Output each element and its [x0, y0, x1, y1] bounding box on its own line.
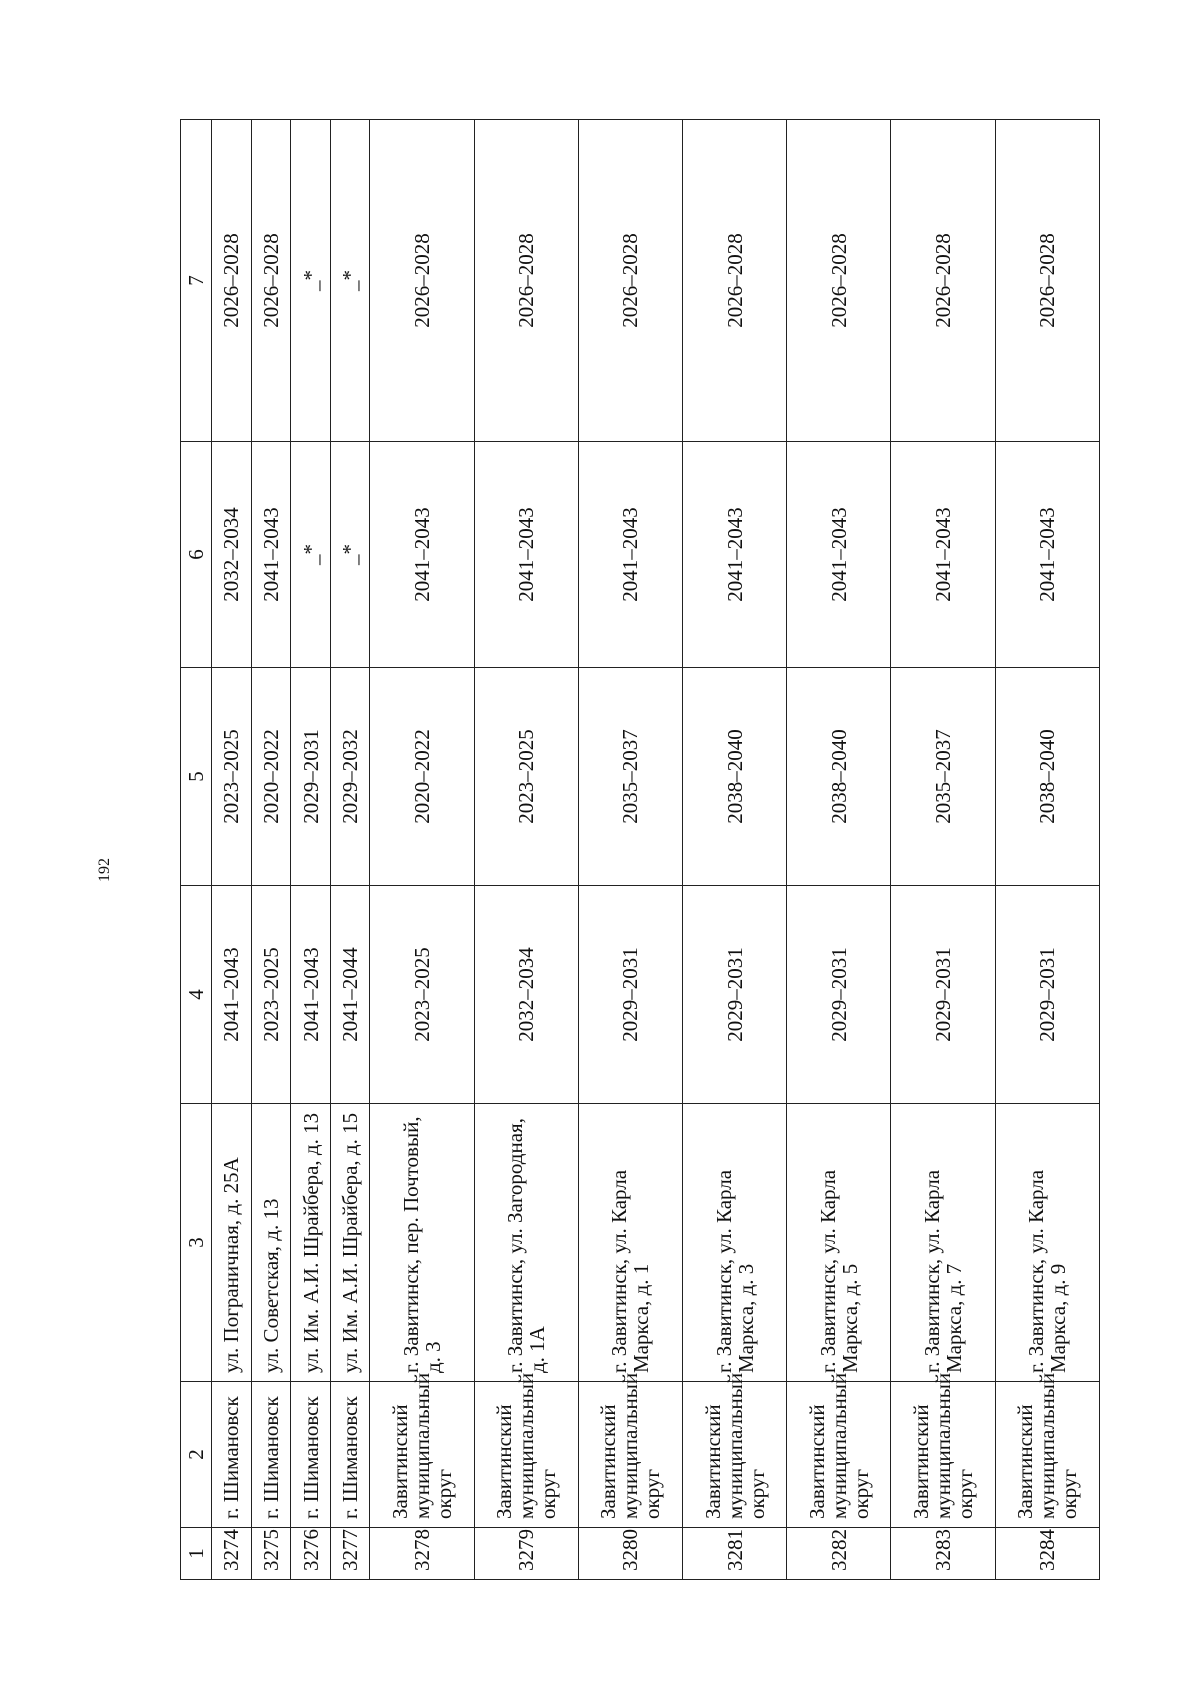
- row-number: 3278: [370, 1528, 474, 1580]
- column-header: 2: [181, 1382, 212, 1528]
- period-cell: 2038–2040: [995, 668, 1099, 886]
- period-cell: 2041–2043: [370, 442, 474, 668]
- table-row: [891, 120, 995, 1580]
- period-cell: 2035–2037: [891, 668, 995, 886]
- table-row: [370, 120, 474, 1580]
- period-cell: 2023–2025: [370, 886, 474, 1104]
- period-cell: 2026–2028: [212, 120, 252, 442]
- period-cell: 2029–2031: [787, 886, 891, 1104]
- period-cell: 2026–2028: [891, 120, 995, 442]
- period-cell: 2041–2044: [330, 886, 370, 1104]
- column-header: 6: [181, 442, 212, 668]
- period-cell: 2023–2025: [212, 668, 252, 886]
- period-cell: 2026–2028: [370, 120, 474, 442]
- row-number: 3284: [995, 1528, 1099, 1580]
- municipality-cell: Завитинский муниципальный округ: [370, 1382, 474, 1528]
- period-cell: 2026–2028: [474, 120, 578, 442]
- table-row: [474, 120, 578, 1580]
- table-row: [291, 120, 331, 1580]
- period-cell: 2041–2043: [251, 442, 291, 668]
- row-number: 3281: [683, 1528, 787, 1580]
- period-cell: 2041–2043: [995, 442, 1099, 668]
- table-row: [683, 120, 787, 1580]
- municipality-cell: Завитинский муниципальный округ: [995, 1382, 1099, 1528]
- address-cell: ул. Им. А.И. Шрайбера, д. 15: [330, 1104, 370, 1382]
- row-number: 3276: [291, 1528, 331, 1580]
- register-table: [180, 119, 1100, 1580]
- period-cell: 2023–2025: [474, 668, 578, 886]
- address-cell: ул. Пограничная, д. 25А: [212, 1104, 252, 1382]
- period-cell: _*: [291, 442, 331, 668]
- table-row: [578, 120, 682, 1580]
- row-number: 3274: [212, 1528, 252, 1580]
- period-cell: 2020–2022: [370, 668, 474, 886]
- period-cell: 2038–2040: [683, 668, 787, 886]
- period-cell: 2041–2043: [291, 886, 331, 1104]
- period-cell: 2041–2043: [578, 442, 682, 668]
- period-cell: 2026–2028: [683, 120, 787, 442]
- column-header: 7: [181, 120, 212, 442]
- row-number: 3282: [787, 1528, 891, 1580]
- column-header: 3: [181, 1104, 212, 1382]
- row-number: 3279: [474, 1528, 578, 1580]
- municipality-cell: Завитинский муниципальный округ: [683, 1382, 787, 1528]
- period-cell: 2029–2031: [578, 886, 682, 1104]
- address-cell: г. Завитинск, ул. Карла Маркса, д. 5: [787, 1104, 891, 1382]
- period-cell: 2023–2025: [251, 886, 291, 1104]
- period-cell: 2041–2043: [474, 442, 578, 668]
- period-cell: _*: [330, 120, 370, 442]
- row-number: 3280: [578, 1528, 682, 1580]
- period-cell: 2029–2031: [891, 886, 995, 1104]
- period-cell: 2038–2040: [787, 668, 891, 886]
- address-cell: г. Завитинск, пер. Почтовый, д. 3: [370, 1104, 474, 1382]
- address-cell: г. Завитинск, ул. Карла Маркса, д. 1: [578, 1104, 682, 1382]
- period-cell: 2035–2037: [578, 668, 682, 886]
- address-cell: г. Завитинск, ул. Загородная, д. 1А: [474, 1104, 578, 1382]
- address-cell: ул. Советская, д. 13: [251, 1104, 291, 1382]
- period-cell: 2032–2034: [474, 886, 578, 1104]
- table-row: [212, 120, 252, 1580]
- table-row: [251, 120, 291, 1580]
- address-cell: ул. Им. А.И. Шрайбера, д. 13: [291, 1104, 331, 1382]
- period-cell: 2041–2043: [683, 442, 787, 668]
- period-cell: 2041–2043: [212, 886, 252, 1104]
- municipality-cell: Завитинский муниципальный округ: [578, 1382, 682, 1528]
- period-cell: 2041–2043: [891, 442, 995, 668]
- municipality-cell: г. Шимановск: [291, 1382, 331, 1528]
- municipality-cell: г. Шимановск: [212, 1382, 252, 1528]
- column-header: 4: [181, 886, 212, 1104]
- period-cell: 2026–2028: [787, 120, 891, 442]
- period-cell: 2041–2043: [787, 442, 891, 668]
- header-row: [181, 120, 212, 1580]
- column-header: 1: [181, 1528, 212, 1580]
- table-row: [787, 120, 891, 1580]
- column-header: 5: [181, 668, 212, 886]
- period-cell: 2029–2031: [683, 886, 787, 1104]
- address-cell: г. Завитинск, ул. Карла Маркса, д. 9: [995, 1104, 1099, 1382]
- address-cell: г. Завитинск, ул. Карла Маркса, д. 3: [683, 1104, 787, 1382]
- table-container: [180, 120, 1100, 1580]
- row-number: 3275: [251, 1528, 291, 1580]
- period-cell: 2026–2028: [251, 120, 291, 442]
- address-cell: г. Завитинск, ул. Карла Маркса, д. 7: [891, 1104, 995, 1382]
- period-cell: 2020–2022: [251, 668, 291, 886]
- period-cell: 2029–2031: [995, 886, 1099, 1104]
- period-cell: 2032–2034: [212, 442, 252, 668]
- municipality-cell: Завитинский муниципальный округ: [787, 1382, 891, 1528]
- municipality-cell: г. Шимановск: [330, 1382, 370, 1528]
- municipality-cell: Завитинский муниципальный округ: [474, 1382, 578, 1528]
- table-row: [330, 120, 370, 1580]
- period-cell: 2029–2031: [291, 668, 331, 886]
- page-number: 192: [96, 858, 113, 882]
- period-cell: _*: [330, 442, 370, 668]
- municipality-cell: Завитинский муниципальный округ: [891, 1382, 995, 1528]
- municipality-cell: г. Шимановск: [251, 1382, 291, 1528]
- row-number: 3277: [330, 1528, 370, 1580]
- period-cell: 2026–2028: [995, 120, 1099, 442]
- row-number: 3283: [891, 1528, 995, 1580]
- period-cell: _*: [291, 120, 331, 442]
- period-cell: 2029–2032: [330, 668, 370, 886]
- table-row: [995, 120, 1099, 1580]
- period-cell: 2026–2028: [578, 120, 682, 442]
- rotated-table-frame: [180, 120, 1100, 1580]
